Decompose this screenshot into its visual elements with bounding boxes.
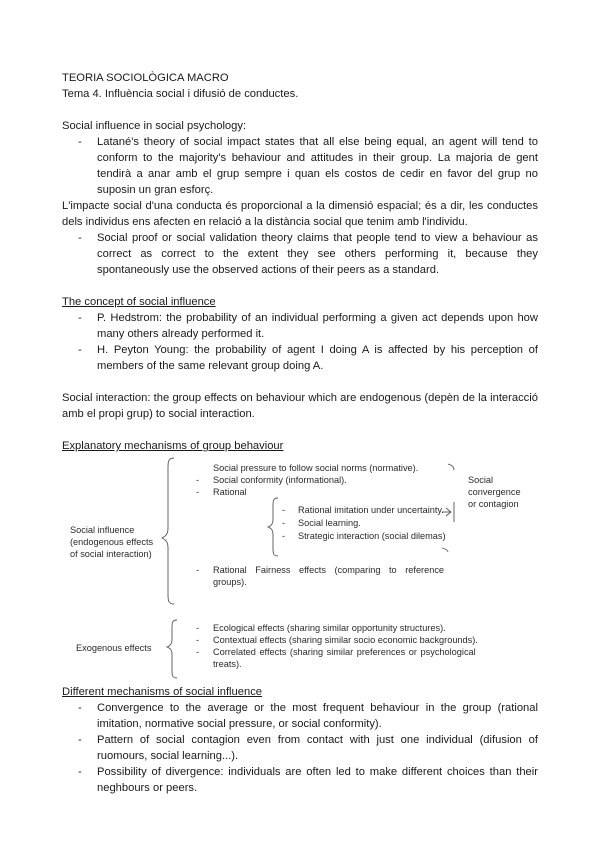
- item-correlated-cont: treats).: [213, 659, 242, 669]
- label-social: Social: [468, 475, 494, 485]
- list-item-contagion: - Pattern of social contagion even from contact with just one individual (difusion of ruomours, social learning...).: [62, 732, 538, 764]
- document-page: [62, 70, 538, 796]
- list-item-divergence: - Possibility of divergence: individuals are often led to make different choices than their neghbours or peers.: [62, 764, 538, 796]
- section-heading-explanatory: Explanatory mechanisms of group behaviour: [62, 440, 284, 452]
- label-of-social-interaction: of social interaction): [70, 549, 152, 559]
- list-social-psychology: [62, 134, 538, 198]
- document-subtitle: Tema 4. Influència social i difusió de conductes.: [62, 88, 299, 100]
- item-informational: Social conformity (informational).: [213, 475, 347, 485]
- item-correlated: Correlated effects (sharing similar preferences or psychological: [213, 647, 476, 657]
- item-contextual: Contextual effects (sharing similar socio economic backgrounds).: [213, 635, 478, 645]
- section-heading-different-mechanisms: Different mechanisms of social influence: [62, 686, 263, 698]
- list-social-proof: [62, 230, 538, 278]
- paragraph-impacte-social: L'impacte social d'una conducta és proporcional a la dimensió espacial; és a dir, les conductes dels individus ens afecten en relació a la distància social que tenim amb l'individu.: [62, 200, 538, 228]
- list-item-hedstrom: - P. Hedstrom: the probability of an individual performing a given act depends upon how many others already performed it.: [62, 310, 538, 342]
- item-rational-imitation: Rational imitation under uncertainty.: [298, 505, 444, 515]
- section-heading-concept: The concept of social influence: [62, 296, 216, 308]
- group-behaviour-diagram: Social influence (endogenous effects of social interaction) Social pressure to follow social norms (normative). - Social conformity (informational). - Rational - Rational imitation under uncertainty. - Social learning. - Strategic interaction (social dilemas) Social convergence or contagion - Rational Fairness effects (comparing to reference groups). Exogenous effects - Ecological effects (sharing similar opportunity structures). - Contextual effects (sharing similar socio economic backgrounds). - Correlated effects (sharing similar preferences or psychological treats).: [62, 454, 538, 684]
- label-or-contagion: or contagion: [468, 499, 519, 509]
- list-item-latane: - Latané's theory of social impact states that all else being equal, an agent will tend to conform to the majority's behaviour and attitudes in their group. La majoria de gent tendirà a anar amb el grup sempre i quan els costos de cedir en favor del grup no suposin un gran esforç.: [62, 134, 538, 198]
- item-normative: Social pressure to follow social norms (normative).: [213, 463, 419, 473]
- item-social-learning: Social learning.: [298, 518, 361, 528]
- label-exogenous-effects: Exogenous effects: [76, 643, 152, 653]
- item-fairness: Rational Fairness effects (comparing to reference: [213, 565, 445, 575]
- item-rational: Rational: [213, 487, 247, 497]
- item-ecological: Ecological effects (sharing similar opportunity structures).: [213, 623, 446, 633]
- item-fairness-cont: groups).: [213, 577, 247, 587]
- list-different-mechanisms: [62, 700, 538, 796]
- list-concept: [62, 310, 538, 374]
- list-item-convergence: - Convergence to the average or the most frequent behaviour in the group (rational imitation, normative social pressure, or social conformity).: [62, 700, 538, 732]
- paragraph-social-interaction: Social interaction: the group effects on behaviour which are endogenous (depèn de la interacció amb el propi grup) to social interaction.: [62, 392, 538, 420]
- item-strategic-interaction: Strategic interaction (social dilemas): [298, 531, 446, 541]
- label-endogenous: (endogenous effects: [70, 537, 154, 547]
- label-social-influence: Social influence: [70, 525, 135, 535]
- section-heading-social-psychology: Social influence in social psychology:: [62, 120, 247, 132]
- label-convergence: convergence: [468, 487, 521, 497]
- list-item-social-proof: - Social proof or social validation theory claims that people tend to view a behaviour as correct as correct to the extent they see others performing it, because they spontaneously use the observed actions of their peers as a standard.: [62, 230, 538, 278]
- document-title: TEORIA SOCIOLÒGICA MACRO: [62, 72, 229, 84]
- list-item-young: - H. Peyton Young: the probability of agent I doing A is affected by his perception of members of the same relevant group doing A.: [62, 342, 538, 374]
